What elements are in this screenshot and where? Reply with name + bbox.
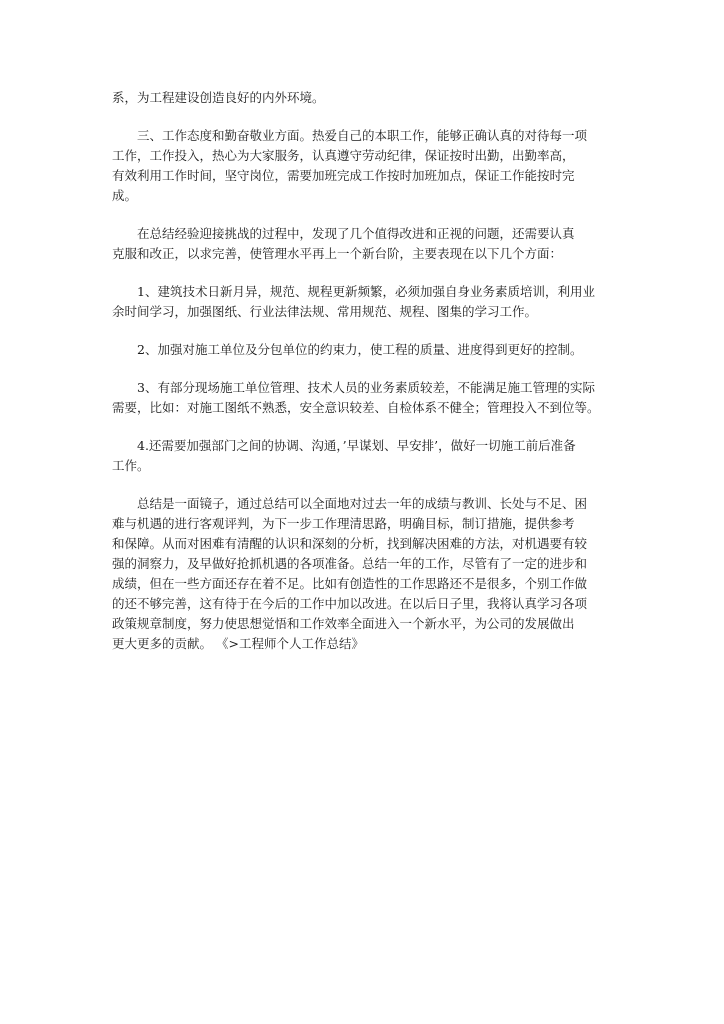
paragraph-1 bbox=[112, 88, 622, 108]
text-line: 3、有部分现场施工单位管理、技术人员的业务素质较差，不能满足施工管理的实际 bbox=[137, 380, 595, 395]
text-line: 1、建筑技术日新月异，规范、规程更新频繁，必须加强自身业务素质培训，利用业 bbox=[137, 284, 595, 299]
text-line: 政策规章制度，努力使思想觉悟和工作效率全面进入一个新水平，为公司的发展做出 bbox=[112, 616, 575, 631]
text-line: 系，为工程建设创造良好的内外环境。 bbox=[112, 90, 325, 105]
text-line: 需要，比如：对施工图纸不熟悉，安全意识较差、自检体系不健全；管理投入不到位等。 bbox=[112, 400, 600, 415]
text-line: 三、工作态度和勤奋敬业方面。热爱自己的本职工作，能够正确认真的对待每一项 bbox=[137, 128, 588, 143]
paragraph-3 bbox=[112, 224, 622, 264]
text-line: 的还不够完善，这有待于在今后的工作中加以改进。在以后日子里，我将认真学习各项 bbox=[112, 596, 588, 611]
text-line: 4.还需要加强部门之间的协调、沟通，’早谋划、早安排’，做好一切施工前后准备 bbox=[137, 438, 576, 453]
paragraph-8 bbox=[112, 494, 622, 654]
paragraph-4 bbox=[112, 282, 622, 322]
text-line: 在总结经验迎接挑战的过程中，发现了几个值得改进和正视的问题，还需要认真 bbox=[137, 226, 575, 241]
text-line: 强的洞察力，及早做好抢抓机遇的各项准备。总结一年的工作，尽管有了一定的进步和 bbox=[112, 556, 588, 571]
paragraph-5 bbox=[112, 340, 622, 360]
text-line: 工作，工作投入，热心为大家服务，认真遵守劳动纪律，保证按时出勤，出勤率高， bbox=[112, 148, 575, 163]
paragraph-2 bbox=[112, 126, 622, 206]
text-line: 和保障。从而对困难有清醒的认识和深刻的分析，找到解决困难的方法，对机遇要有较 bbox=[112, 536, 588, 551]
text-line: 克服和改正，以求完善，使管理水平再上一个新台阶，主要表现在以下几个方面： bbox=[112, 246, 563, 261]
text-line: 有效利用工作时间，坚守岗位，需要加班完成工作按时加班加点，保证工作能按时完 bbox=[112, 168, 575, 183]
text-line: 工作。 bbox=[112, 458, 150, 473]
text-line: 难与机遇的进行客观评判，为下一步工作理清思路，明确目标，制订措施，提供参考 bbox=[112, 516, 575, 531]
text-line: 成。 bbox=[112, 188, 138, 203]
text-line: 余时间学习，加强图纸、行业法律法规、常用规范、规程、图集的学习工作。 bbox=[112, 304, 538, 319]
text-line: 成绩，但在一些方面还存在着不足。比如有创造性的工作思路还不是很多，个别工作做 bbox=[112, 576, 588, 591]
text-line: 总结是一面镜子，通过总结可以全面地对过去一年的成绩与教训、长处与不足、困 bbox=[137, 496, 588, 511]
paragraph-6 bbox=[112, 378, 622, 418]
paragraph-7 bbox=[112, 436, 622, 476]
document-body bbox=[112, 88, 622, 672]
text-line: 更大更多的贡献。 《>工程师个人工作总结》 bbox=[112, 636, 364, 651]
text-line: 2、加强对施工单位及分包单位的约束力，使工程的质量、进度得到更好的控制。 bbox=[137, 342, 583, 357]
